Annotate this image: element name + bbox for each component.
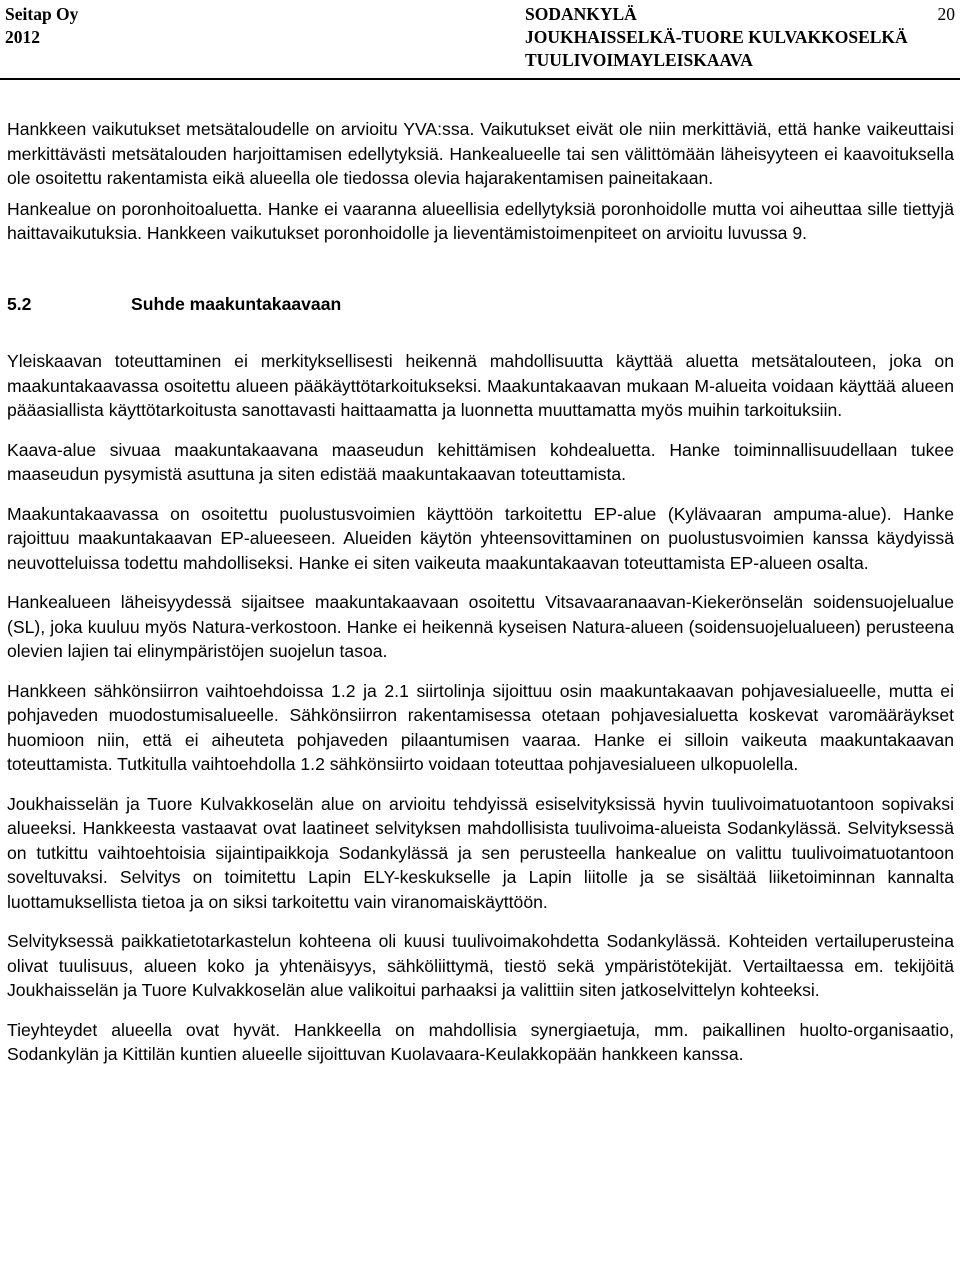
document-year: 2012 — [5, 27, 40, 47]
header-title-line: TUULIVOIMAYLEISKAAVA — [525, 50, 753, 70]
body-paragraph: Hankkeen vaikutukset metsätaloudelle on arvioitu YVA:ssa. Vaikutukset eivät ole niin merkittäviä, että hanke vaikeuttaisi merkittävästi metsätalouden harjoittamisen edellytyksiä. Hankealueelle tai sen välittömään läheisyyteen ei kaavoituksella ole osoitettu rakentamista eikä alueella ole tiedossa olevia hajarakentamisen paineitakaan. — [7, 119, 954, 188]
header-title-line: JOUKHAISSELKÄ-TUORE KULVAKKOSELKÄ — [525, 27, 908, 47]
body-paragraph: Kaava-alue sivuaa maakuntakaavana maaseudun kehittämisen kohdealuetta. Hanke toiminnallisuudellaan tukee maaseudun pysymistä asuttuna ja siten edistää maakuntakaavan toteuttamista. — [7, 439, 954, 484]
document-body — [7, 117, 954, 1082]
header-left — [5, 3, 78, 49]
body-paragraph: Yleiskaavan toteuttaminen ei merkityksellisesti heikennä mahdollisuutta käyttää aluetta metsätalouteen, joka on maakuntakaavassa osoitettu alueen pääkäyttötarkoitukseksi. Maakuntakaavan mukaan M-alueita voidaan käyttää alueen pääasiallista käyttötarkoitusta sanottavasti haittaamatta ja luonnetta muuttamatta myös muihin tarkoituksiin. — [7, 351, 954, 420]
header-title — [525, 3, 908, 72]
section-number: 5.2 — [7, 293, 32, 314]
body-paragraph: Selvityksessä paikkatietotarkastelun kohteena oli kuusi tuulivoimakohdetta Sodankylässä. Kohteiden vertailuperusteina olivat tuulisuus, alueen koko ja yhtenäisyys, sähköliittymä, tiestö sekä ympäristötekijät. Vertailtaessa em. tekijöitä Joukhaisselän ja Tuore Kulvakkoselän alue valikoitui parhaaksi ja valittiin siten jatkoselvittelyn kohteeksi. — [7, 931, 954, 1000]
body-paragraph: Hankealue on poronhoitoaluetta. Hanke ei vaaranna alueellisia edellytyksiä poronhoidolle mutta voi aiheuttaa sille tiettyjä haittavaikutuksia. Hankkeen vaikutukset poronhoidolle ja lieventämistoimenpiteet on arvioitu luvussa 9. — [7, 198, 954, 243]
company-name: Seitap Oy — [5, 4, 79, 24]
body-paragraph: Maakuntakaavassa on osoitettu puolustusvoimien käyttöön tarkoitettu EP-alue (Kylävaaran ampuma-alue). Hanke rajoittuu maakuntakaavan EP-alueeseen. Alueiden käytön yhteensovittaminen on puolustusvoimien kanssa käydyissä neuvotteluissa todettu mahdolliseksi. Hanke ei siten vaikeuta maakuntakaavan toteuttamista EP-alueen osalta. — [7, 503, 954, 573]
header-title-line: SODANKYLÄ — [525, 4, 637, 24]
body-paragraph: Hankealueen läheisyydessä sijaitsee maakuntakaavaan osoitettu Vitsavaaranaavan-Kiekerönselän soidensuojelualue (SL), joka kuuluu myös Natura-verkostoon. Hanke ei heikennä kyseisen Natura-alueen (soidensuojelualueen) perusteena olevien lajien tai elinympäristöjen suojelun tasoa. — [7, 592, 954, 661]
header-divider — [0, 78, 960, 80]
body-paragraph: Hankkeen sähkönsiirron vaihtoehdoissa 1.2 ja 2.1 siirtolinja sijoittuu osin maakuntakaavan pohjavesialueelle, mutta ei pohjaveden muodostumisalueelle. Sähkönsiirron rakentamisessa otetaan pohjavesialuetta koskevat varomääräykset huomioon niin, että ei aiheuteta pohjaveden pilaantumisen vaaraa. Hanke ei silloin vaikeuta maakuntakaavan toteuttamista. Tutkitulla vaihtoehdolla 1.2 sähkönsiirto voidaan toteuttaa pohjavesialueen ulkopuolella. — [7, 680, 954, 774]
body-paragraph: Tieyhteydet alueella ovat hyvät. Hankkeella on mahdollisia synergiaetuja, mm. paikallinen huolto-organisaatio, Sodankylän ja Kittilän kuntien alueelle sijoittuvan Kuolavaara-Keulakkopään hankkeen kanssa. — [7, 1019, 954, 1064]
body-paragraph: Joukhaisselän ja Tuore Kulvakkoselän alue on arvioitu tehdyissä esiselvityksissä hyvin tuulivoimatuotantoon sopivaksi alueeksi. Hankkeesta vastaavat ovat laatineet selvityksen mahdollisista tuulivoima-alueista Sodankylässä. Selvityksessä on tutkittu vaihtoehtoisia sijaintipaikkoja Sodankylässä ja sen perusteella hankealue on valittu tuulivoimatuotantoon soveltuvaksi. Selvitys on toimitettu Lapin ELY-keskukselle ja Lapin liitolle ja se sisältää liiketoiminnan kannalta luottamuksellista tietoa ja on siksi tarkoitettu vain viranomaiskäyttöön. — [7, 793, 954, 912]
section-heading — [7, 292, 954, 317]
page-number: 20 — [937, 4, 955, 24]
section-title: Suhde maakuntakaavaan — [131, 293, 342, 314]
